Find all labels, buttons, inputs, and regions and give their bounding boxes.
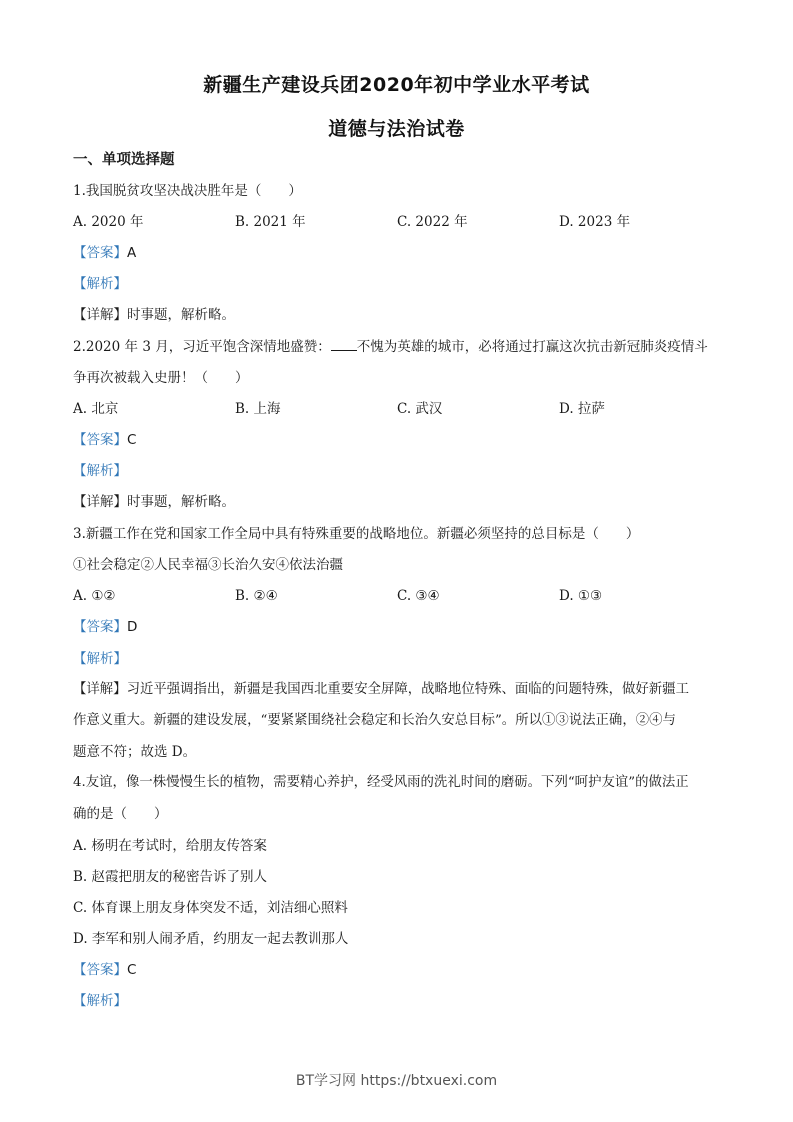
footer-watermark: BT学习网 https://btxuexi.com	[295, 1073, 498, 1089]
q4-stem-line2: 确的是（ ）	[73, 806, 168, 822]
q3-answer	[73, 617, 137, 637]
q4-option-a: A. 杨明在考试时，给朋友传答案	[73, 838, 267, 854]
q2-answer-value: C	[127, 432, 137, 448]
answer-label: 【答案】	[73, 432, 127, 448]
q4-answer	[73, 960, 136, 980]
q1-detail-text: 时事题，解析略。	[127, 307, 235, 323]
page-subtitle: 道德与法治试卷	[328, 118, 465, 140]
q4-answer-value: C	[127, 962, 137, 978]
q3-stem: 3.新疆工作在党和国家工作全局中具有特殊重要的战略地位。新疆必须坚持的总目标是（ ）	[73, 526, 640, 542]
q4-option-d: D. 李军和别人闹矛盾，约朋友一起去教训那人	[73, 931, 349, 947]
q2-option-d: D. 拉萨	[559, 401, 605, 417]
q1-option-d: D. 2023 年	[559, 214, 631, 230]
page-title: 新疆生产建设兵团2020年初中学业水平考试	[203, 74, 590, 96]
q1-answer-value: A	[127, 245, 137, 261]
q3-detail-line3: 题意不符；故选 D。	[73, 744, 197, 760]
q2-option-a: A. 北京	[73, 401, 119, 417]
q2-blank	[331, 338, 357, 351]
q2-analysis-label: 【解析】	[73, 463, 127, 479]
q4-analysis-label: 【解析】	[73, 993, 127, 1009]
q2-option-b: B. 上海	[235, 401, 281, 417]
q3-option-b: B. ②④	[235, 588, 278, 604]
q1-analysis-label: 【解析】	[73, 276, 127, 292]
q3-detail-line1	[73, 680, 689, 700]
q4-option-b: B. 赵霞把朋友的秘密告诉了别人	[73, 869, 268, 885]
q4-stem-line1: 4.友谊，像一株慢慢生长的植物，需要精心养护，经受风雨的洗礼时间的磨砺。下列“呵护友谊”的做法正	[73, 775, 689, 790]
q2-stem-line2: 争再次被载入史册！（ ）	[73, 370, 249, 386]
q3-analysis-label: 【解析】	[73, 651, 127, 667]
q3-choices: ①社会稳定②人民幸福③长治久安④依法治疆	[73, 557, 343, 573]
q3-answer-value: D	[127, 619, 138, 635]
answer-label: 【答案】	[73, 245, 127, 261]
q2-answer	[73, 430, 136, 450]
q2-detail	[73, 492, 235, 512]
section-heading: 一、单项选择题	[73, 152, 175, 168]
q1-option-a: A. 2020 年	[73, 214, 144, 230]
q2-option-c: C. 武汉	[397, 401, 443, 417]
q3-detail-line2: 作意义重大。新疆的建设发展，“要紧紧围绕社会稳定和长治久安总目标”。所以①③说法正确，②④与	[73, 713, 676, 728]
answer-label: 【答案】	[73, 619, 127, 635]
q4-option-c: C. 体育课上朋友身体突发不适，刘洁细心照料	[73, 900, 348, 916]
q1-detail	[73, 305, 235, 325]
q2-stem-before: 2.2020 年 3 月，习近平饱含深情地盛赞：	[73, 339, 331, 355]
detail-label: 【详解】	[73, 494, 127, 510]
q3-option-d: D. ①③	[559, 588, 603, 604]
answer-label: 【答案】	[73, 962, 127, 978]
detail-label: 【详解】	[73, 307, 127, 323]
detail-label: 【详解】	[73, 682, 127, 697]
q1-answer	[73, 243, 136, 263]
q2-stem-line1	[73, 337, 708, 357]
q3-option-c: C. ③④	[397, 588, 440, 604]
q2-detail-text: 时事题，解析略。	[127, 494, 235, 510]
q1-option-b: B. 2021 年	[235, 214, 306, 230]
q2-stem-after: 不愧为英雄的城市，必将通过打赢这次抗击新冠肺炎疫情斗	[356, 339, 708, 355]
q1-stem: 1.我国脱贫攻坚决战决胜年是（ ）	[73, 183, 302, 199]
q3-detail-text-1: 习近平强调指出，新疆是我国西北重要安全屏障，战略地位特殊、面临的问题特殊，做好新疆工	[126, 682, 689, 697]
q3-option-a: A. ①②	[73, 588, 116, 604]
q1-option-c: C. 2022 年	[397, 214, 468, 230]
